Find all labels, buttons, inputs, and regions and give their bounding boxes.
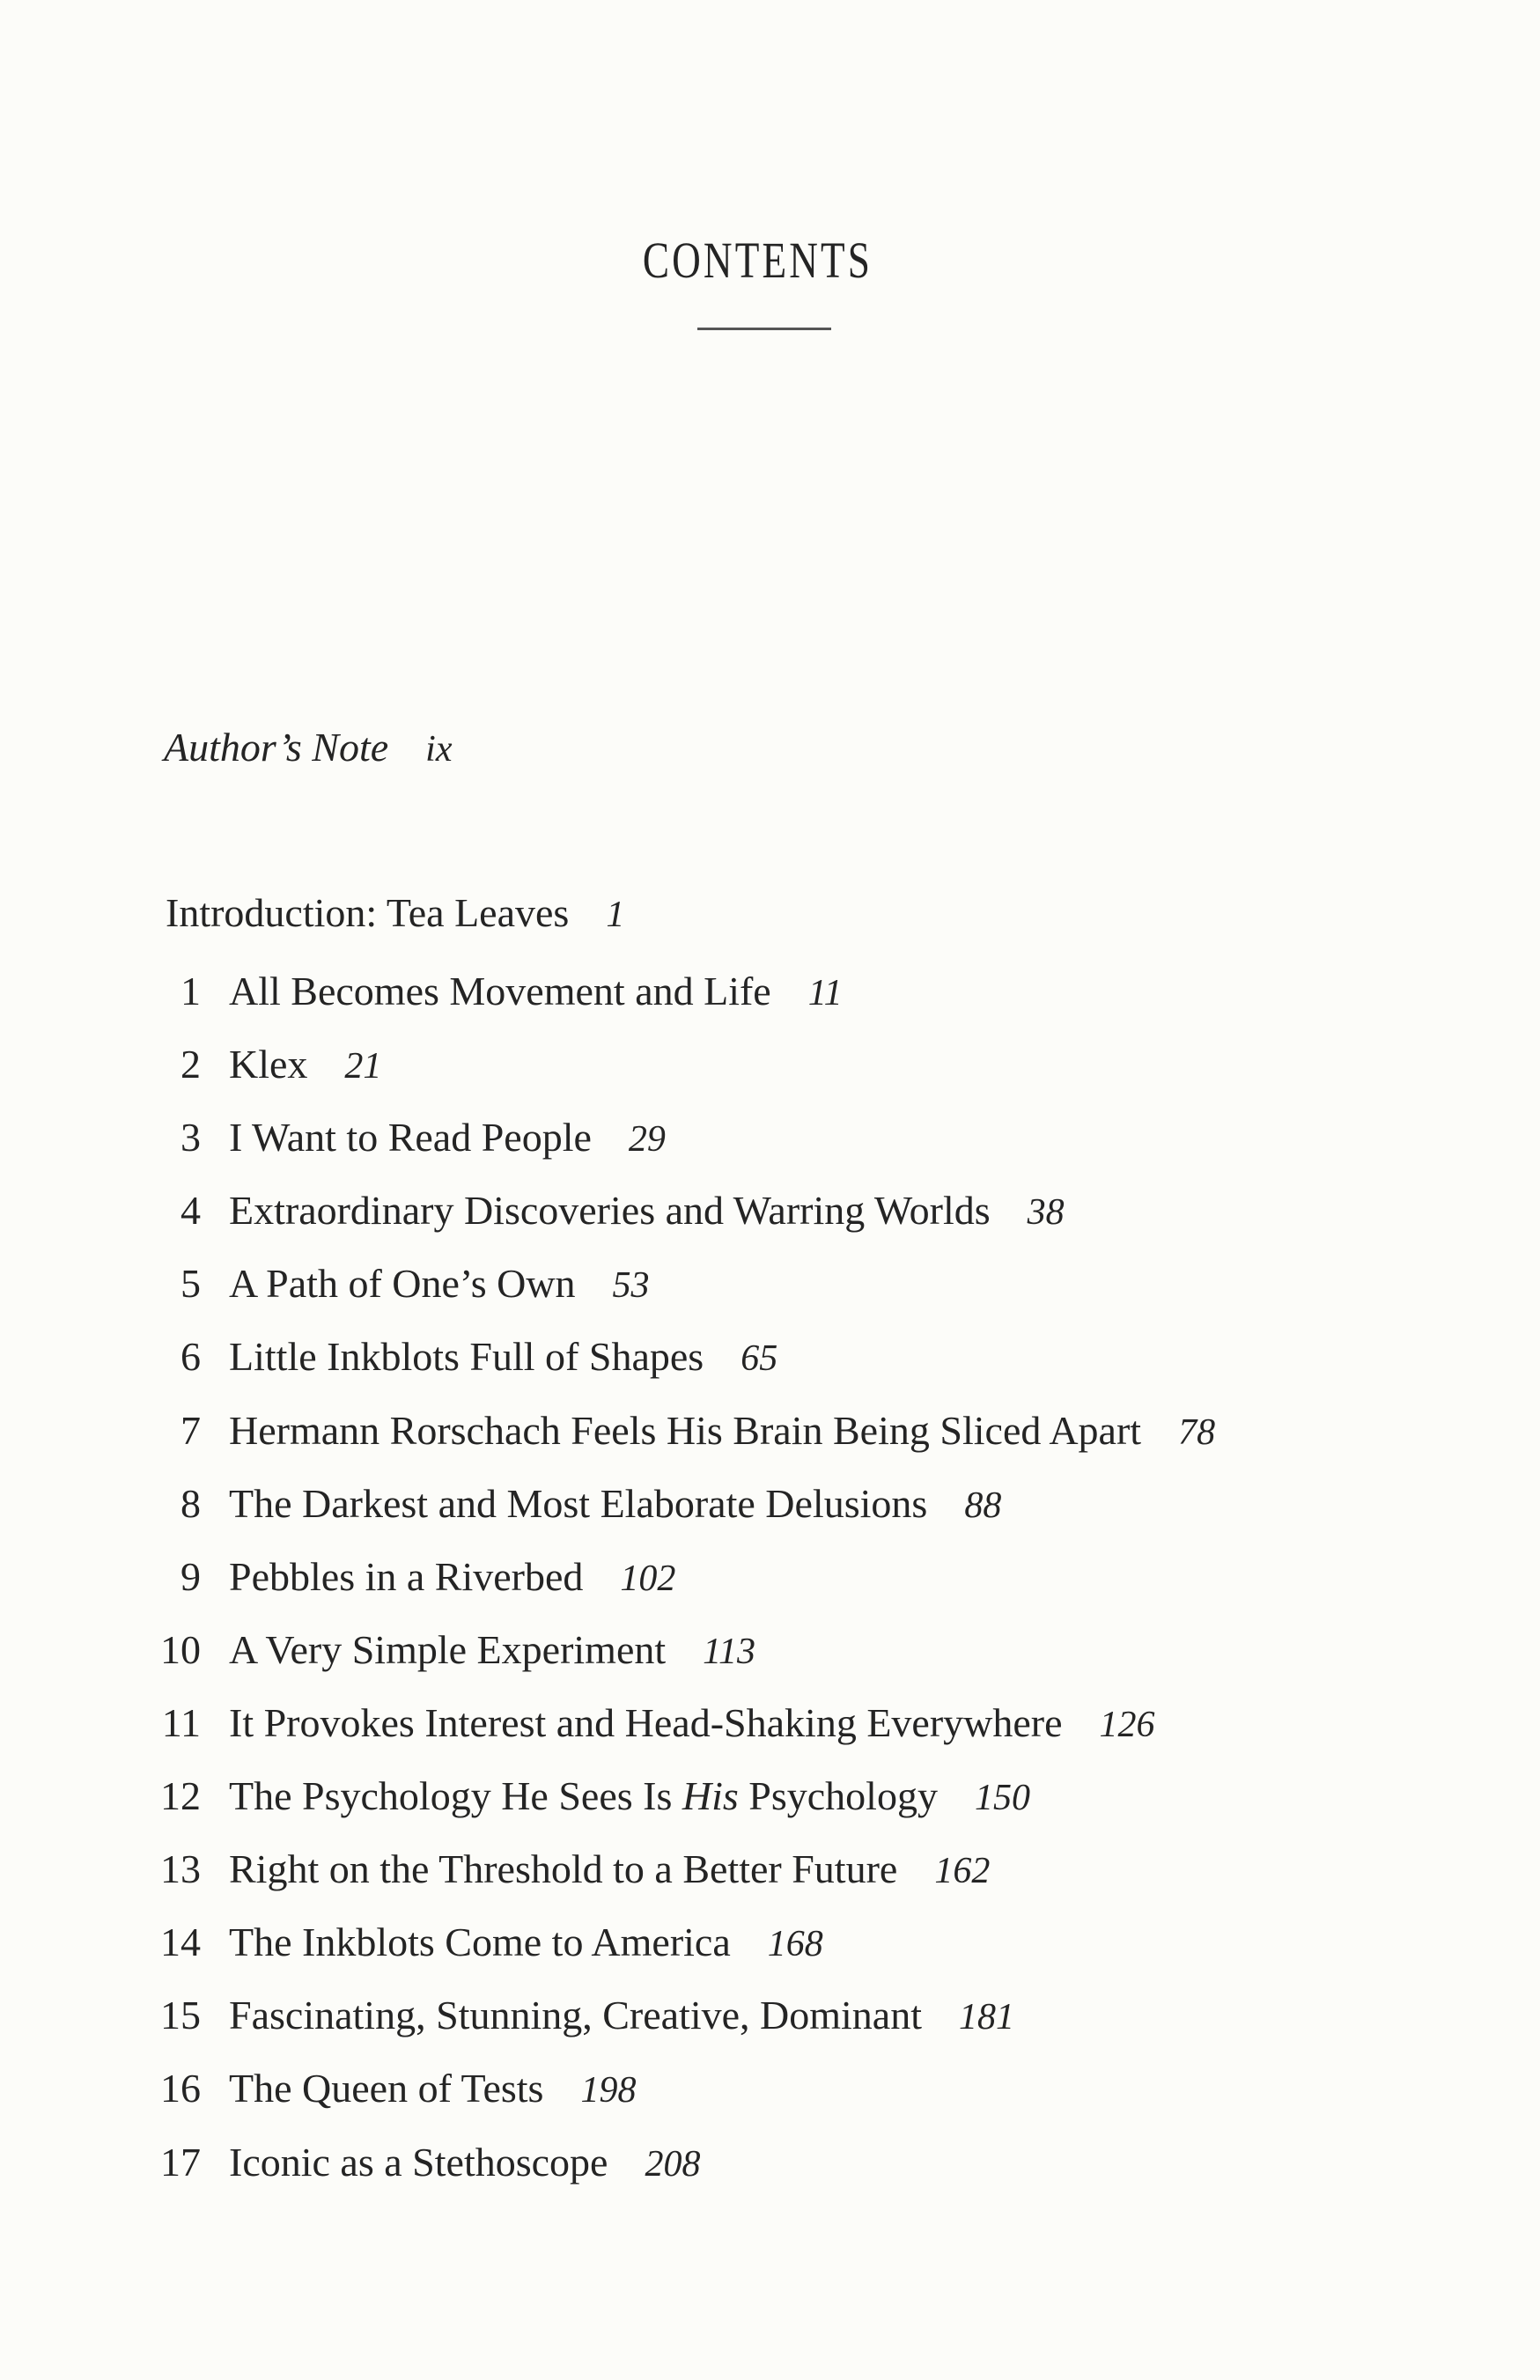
chapter-number: 14 bbox=[160, 1919, 201, 1965]
chapter-number: 17 bbox=[160, 2139, 201, 2185]
chapter-list bbox=[0, 962, 1540, 2207]
title-text: Iconic as a Stethoscope bbox=[229, 2139, 608, 2185]
chapter-title bbox=[229, 1255, 650, 1315]
entry-title: Introduction: Tea Leaves bbox=[166, 890, 570, 935]
chapter-title bbox=[229, 1475, 1001, 1535]
toc-entry-chapter[interactable] bbox=[0, 1402, 1540, 1475]
chapter-title bbox=[229, 1986, 1014, 2046]
title-text: The Psychology He Sees Is bbox=[229, 1773, 682, 1819]
chapter-page: 88 bbox=[964, 1485, 1002, 1526]
title-text: All Becomes Movement and Life bbox=[229, 969, 771, 1013]
title-text: Little Inkblots Full of Shapes bbox=[229, 1334, 704, 1380]
toc-entry-chapter[interactable] bbox=[0, 1328, 1540, 1401]
title-emphasis: His bbox=[682, 1773, 739, 1819]
toc-entry-chapter[interactable] bbox=[0, 1986, 1540, 2059]
chapter-number: 16 bbox=[160, 2066, 201, 2111]
chapter-number: 12 bbox=[160, 1773, 201, 1819]
chapter-page: 113 bbox=[703, 1631, 756, 1672]
title-text: The Queen of Tests bbox=[229, 2066, 544, 2111]
toc-entry-chapter[interactable] bbox=[0, 1548, 1540, 1621]
chapter-title bbox=[229, 1548, 675, 1608]
chapter-page: 208 bbox=[645, 2143, 701, 2185]
chapter-page: 29 bbox=[628, 1119, 666, 1161]
toc-entry-chapter[interactable] bbox=[0, 962, 1540, 1035]
chapter-number: 9 bbox=[181, 1553, 201, 1599]
chapter-page: 65 bbox=[741, 1338, 778, 1380]
title-text: Psychology bbox=[738, 1773, 938, 1819]
chapter-number: 1 bbox=[181, 969, 201, 1013]
toc-entry-chapter[interactable] bbox=[0, 1109, 1540, 1182]
chapter-page: 38 bbox=[1027, 1192, 1065, 1234]
toc-entry-chapter[interactable] bbox=[0, 1035, 1540, 1109]
title-text: The Inkblots Come to America bbox=[229, 1919, 731, 1965]
toc-entry-introduction[interactable] bbox=[166, 889, 624, 936]
entry-page: 1 bbox=[606, 895, 625, 935]
entry-page: ix bbox=[425, 729, 453, 770]
chapter-title bbox=[229, 1402, 1215, 1462]
chapter-page: 102 bbox=[620, 1558, 676, 1599]
chapter-title bbox=[229, 1694, 1155, 1754]
chapter-title bbox=[229, 1767, 1030, 1827]
title-text: Pebbles in a Riverbed bbox=[229, 1553, 584, 1599]
page-title: CONTENTS bbox=[642, 232, 873, 289]
chapter-title bbox=[229, 1109, 666, 1168]
title-text: It Provokes Interest and Head-Shaking Everywhere bbox=[229, 1699, 1063, 1745]
toc-entry-chapter[interactable] bbox=[0, 1182, 1540, 1255]
title-text: Extraordinary Discoveries and Warring Worlds bbox=[229, 1188, 991, 1234]
toc-entry-authors-note[interactable] bbox=[164, 724, 452, 770]
chapter-title bbox=[229, 1840, 990, 1900]
chapter-page: 126 bbox=[1099, 1704, 1155, 1745]
toc-entry-chapter[interactable] bbox=[0, 1913, 1540, 1986]
chapter-number: 6 bbox=[181, 1334, 201, 1380]
toc-entry-chapter[interactable] bbox=[0, 1694, 1540, 1767]
title-text: Fascinating, Stunning, Creative, Dominant bbox=[229, 1993, 923, 2038]
chapter-number: 11 bbox=[161, 1699, 201, 1745]
chapter-number: 4 bbox=[181, 1188, 201, 1234]
chapter-page: 198 bbox=[580, 2070, 637, 2111]
toc-entry-chapter[interactable] bbox=[0, 1255, 1540, 1328]
chapter-number: 2 bbox=[181, 1042, 201, 1087]
chapter-title bbox=[229, 1035, 381, 1095]
chapter-title bbox=[229, 2133, 700, 2193]
toc-entry-chapter[interactable] bbox=[0, 2133, 1540, 2207]
chapter-title bbox=[229, 962, 843, 1022]
toc-entry-chapter[interactable] bbox=[0, 1767, 1540, 1840]
chapter-title bbox=[229, 1182, 1065, 1242]
chapter-page: 150 bbox=[974, 1778, 1030, 1819]
chapter-page: 53 bbox=[612, 1265, 650, 1307]
chapter-page: 11 bbox=[807, 973, 843, 1013]
chapter-title bbox=[229, 2059, 636, 2119]
chapter-title bbox=[229, 1913, 823, 1973]
toc-entry-chapter[interactable] bbox=[0, 1621, 1540, 1694]
chapter-number: 13 bbox=[160, 1846, 201, 1892]
chapter-page: 21 bbox=[344, 1046, 382, 1087]
chapter-number: 10 bbox=[160, 1626, 201, 1672]
chapter-page: 168 bbox=[767, 1924, 823, 1965]
title-text: The Darkest and Most Elaborate Delusions bbox=[229, 1480, 928, 1526]
chapter-title bbox=[229, 1621, 755, 1681]
chapter-number: 5 bbox=[181, 1261, 201, 1307]
chapter-title bbox=[229, 1328, 777, 1388]
title-text: I Want to Read People bbox=[229, 1115, 592, 1161]
chapter-page: 181 bbox=[959, 1997, 1015, 2038]
title-text: A Very Simple Experiment bbox=[229, 1626, 667, 1672]
chapter-page: 78 bbox=[1178, 1411, 1216, 1453]
chapter-number: 3 bbox=[181, 1115, 201, 1161]
chapter-number: 15 bbox=[160, 1993, 201, 2038]
title-text: Hermann Rorschach Feels His Brain Being Sliced Apart bbox=[229, 1407, 1142, 1453]
chapter-number: 7 bbox=[181, 1407, 201, 1453]
chapter-page: 162 bbox=[934, 1851, 991, 1892]
toc-entry-chapter[interactable] bbox=[0, 1840, 1540, 1913]
toc-entry-chapter[interactable] bbox=[0, 2059, 1540, 2133]
title-rule bbox=[697, 328, 831, 330]
title-text: A Path of One’s Own bbox=[229, 1261, 576, 1307]
title-text: Right on the Threshold to a Better Future bbox=[229, 1846, 898, 1892]
toc-entry-chapter[interactable] bbox=[0, 1475, 1540, 1548]
chapter-number: 8 bbox=[181, 1480, 201, 1526]
entry-title: Author’s Note bbox=[164, 725, 389, 770]
title-text: Klex bbox=[229, 1042, 308, 1087]
